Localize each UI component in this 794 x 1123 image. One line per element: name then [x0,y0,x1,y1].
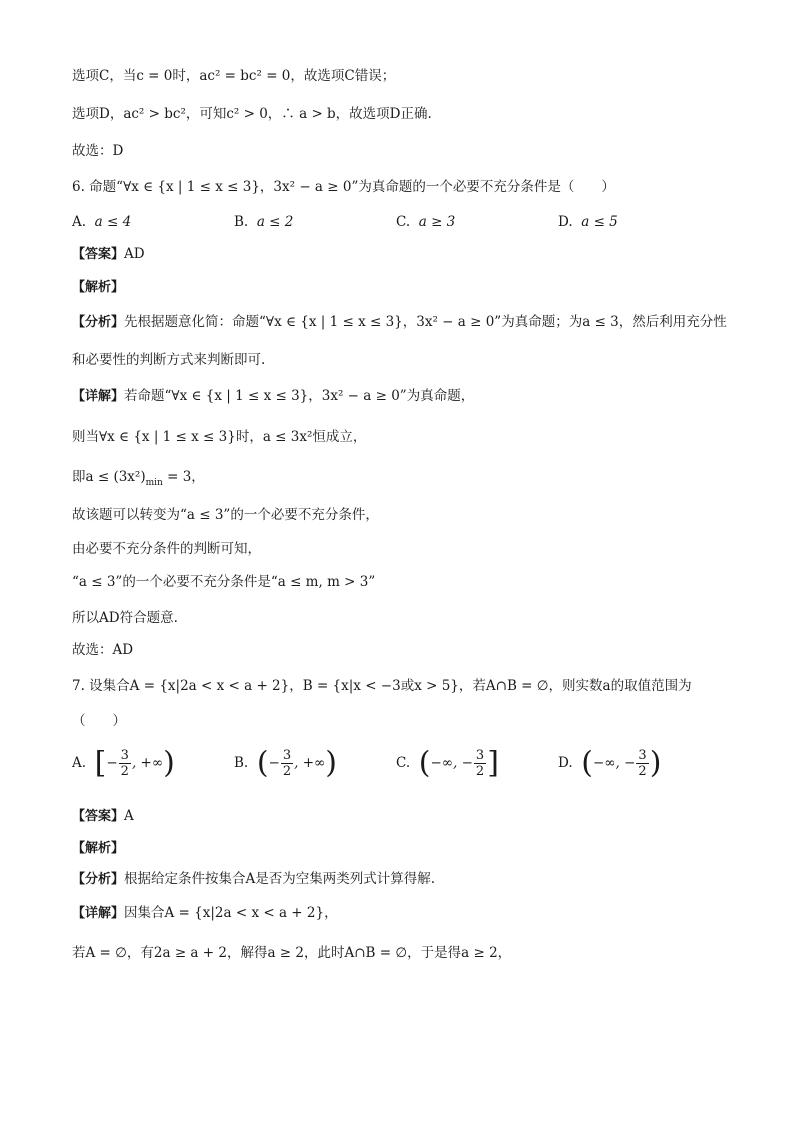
detail-line: 【详解】因集合A = {x|2a < x < a + 2}， [72,905,338,921]
answer-value: AD [124,246,145,262]
q7-option-d: D. (−∞, − $\frac{3}{2}$ ) [558,745,662,781]
answer-value: A [124,808,134,824]
question-7-paren: （ ） [72,713,126,729]
text-line: 若A = ∅，有2a ≥ a + 2，解得a ≥ 2，此时A∩B = ∅，于是得a ≥ 2， [72,945,512,961]
text-line: 则当∀x ∈ {x | 1 ≤ x ≤ 3}时，a ≤ 3x²恒成立， [72,429,367,445]
text-line: 故该题可以转变为“a ≤ 3”的一个必要不充分条件， [72,507,379,523]
q6-option-d: D. a ≤ 5 [558,214,618,230]
text-line: 由必要不充分条件的判断可知， [72,541,261,557]
text-line: “a ≤ 3”的一个必要不充分条件是“a ≤ m, m > 3” [72,574,376,590]
text-line: 即$a \le (3x^2)_{min} = 3$， [72,469,205,488]
answer-tag: 【答案】 [72,247,125,262]
fraction: $\frac{3}{2}$ [282,748,292,779]
detail-line: 【详解】若命题“∀x ∈ {x | 1 ≤ x ≤ 3}，3x² − a ≥ 0”为真命题， [72,388,475,404]
question-6-stem: 6. 命题“∀x ∈ {x | 1 ≤ x ≤ 3}，3x² − a ≥ 0”为真命题的一个必要不充分条件是（ ） [72,179,615,195]
text-line: 选项D，ac² > bc²，可知c² > 0，∴ a > b，故选项D正确. [72,106,432,122]
text-line: 和必要性的判断方式来判断即可. [72,352,266,368]
q7-option-b: B. (− $\frac{3}{2}$ , +∞) [234,745,337,781]
text-line: 所以AD符合题意. [72,610,178,626]
fraction: $\frac{3}{2}$ [120,748,129,779]
text-line: 选项C，当c = 0时，ac² = bc² = 0，故选项C错误； [72,68,396,84]
text-line: 故选：AD [72,642,134,658]
answer-tag: 【答案】 [72,809,125,824]
q7-option-c: C. (−∞, − $\frac{3}{2}$ ] [396,745,499,781]
analysis-line: 【分析】先根据题意化简：命题“∀x ∈ {x | 1 ≤ x ≤ 3}，3x² − a ≥ 0”为真命题；为a ≤ 3，然后利用充分性 [72,314,727,330]
analysis-heading: 【解析】 [72,280,125,295]
fraction: $\frac{3}{2}$ [475,748,485,779]
q6-option-a: A. a ≤ 4 [72,214,132,230]
fraction: $\frac{3}{2}$ [638,748,647,779]
answer-line [72,806,134,827]
analysis-heading: 【解析】 [72,841,125,856]
q6-option-b: B. a ≤ 2 [234,214,294,230]
q6-option-c: C. a ≥ 3 [396,214,456,230]
text-line: 故选：D [72,143,124,159]
answer-line [72,244,145,265]
analysis-line: 【分析】根据给定条件按集合A是否为空集两类列式计算得解. [72,871,436,887]
question-7-stem: 7. 设集合A = {x|2a < x < a + 2}，B = {x|x < −3或x > 5}，若A∩B = ∅，则实数a的取值范围为 [72,678,692,694]
q7-option-a: A. [− $\frac{3}{2}$ , +∞) [72,745,175,781]
